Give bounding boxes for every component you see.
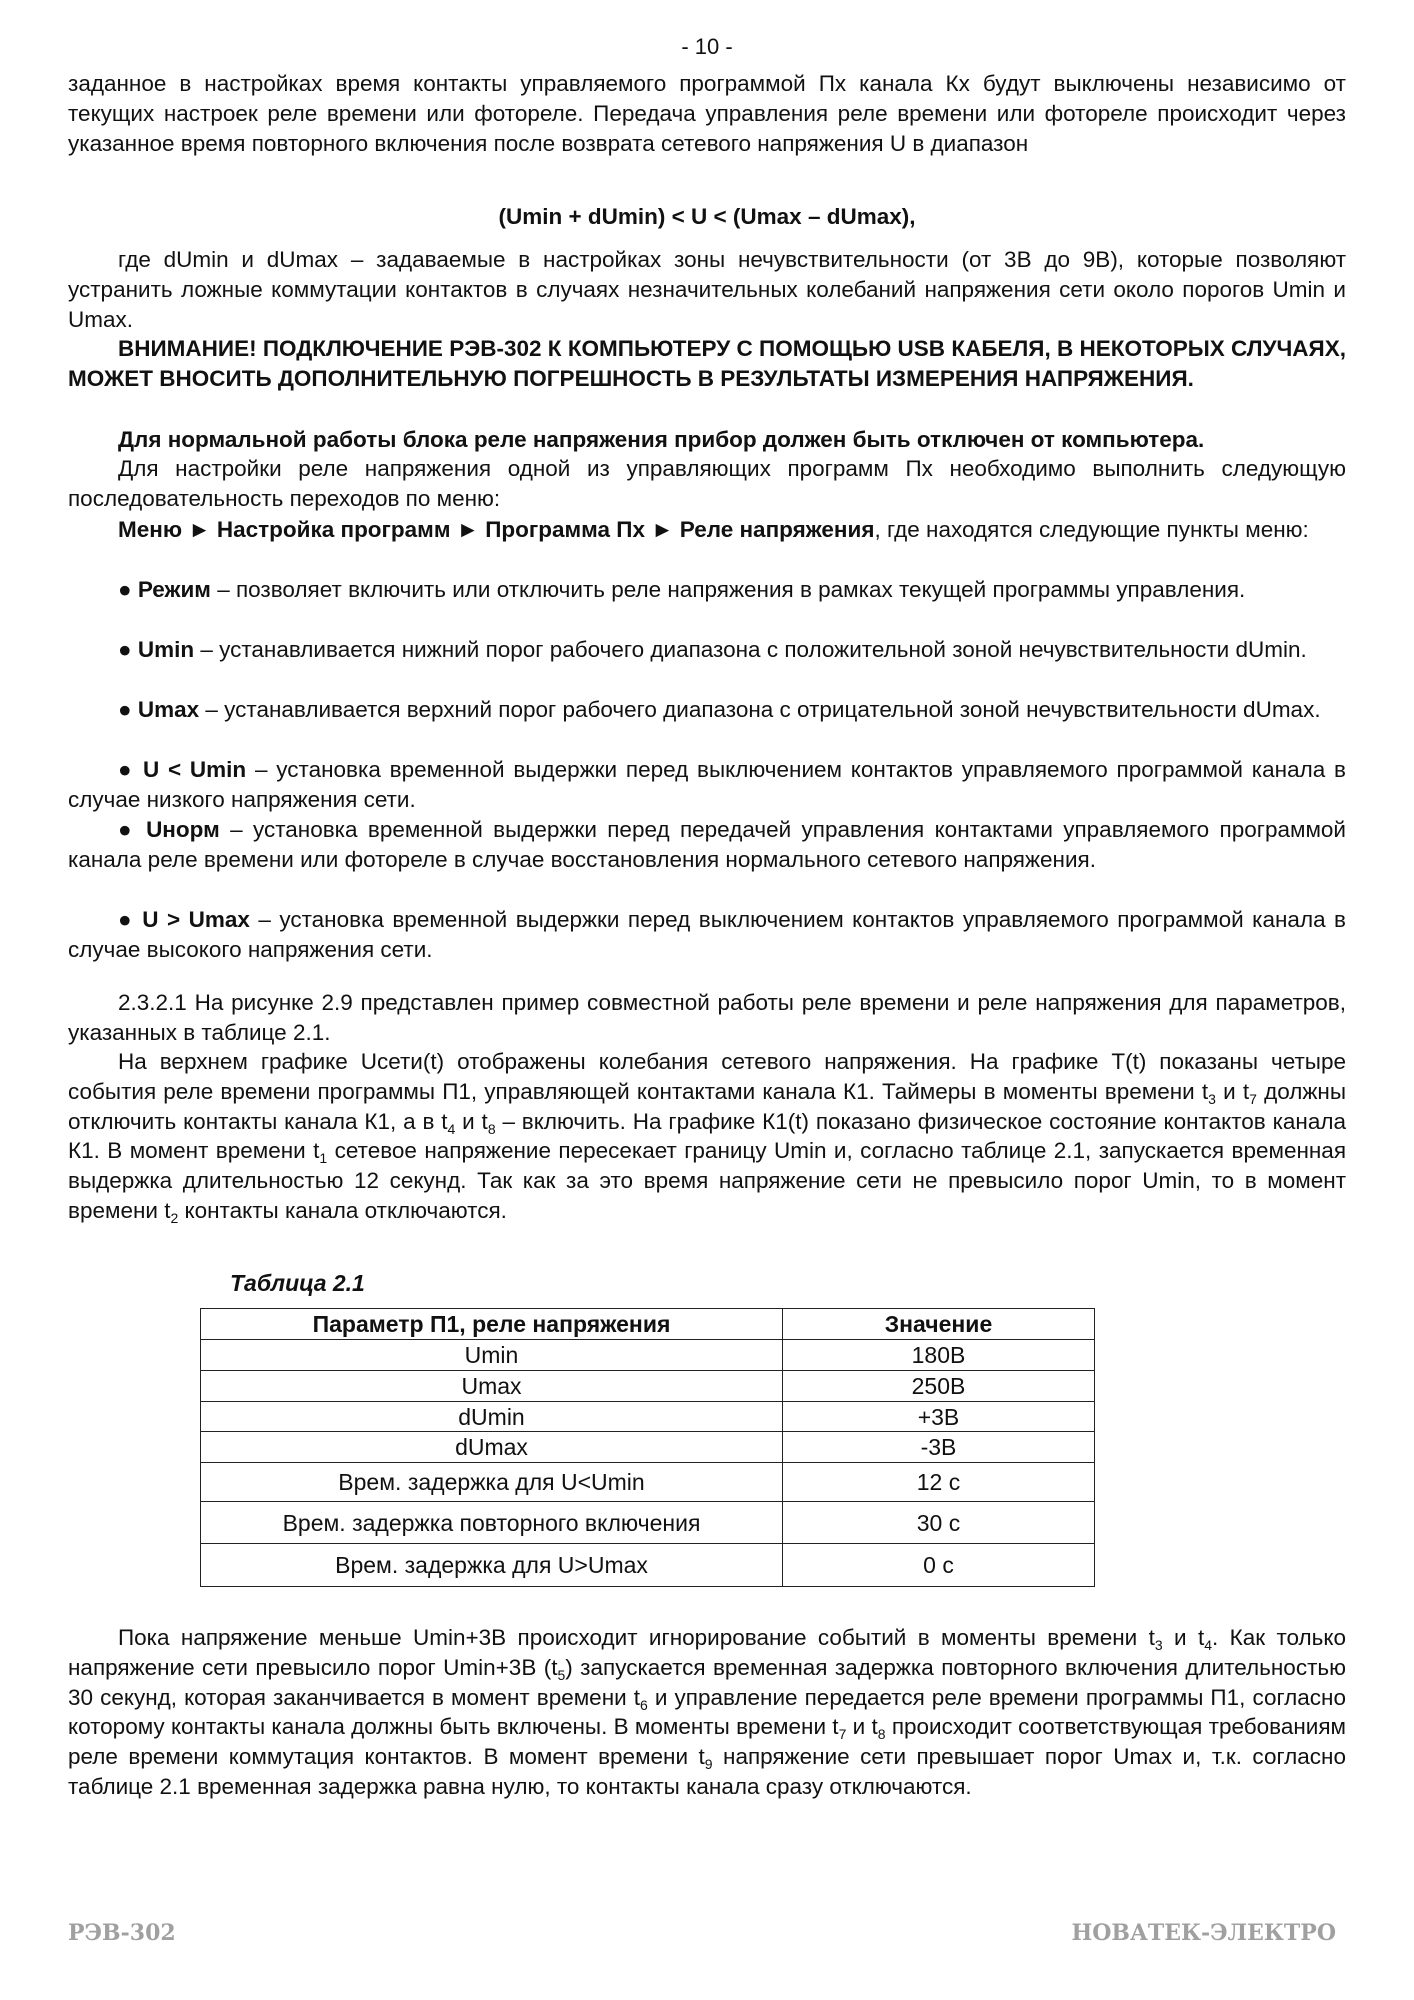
table-row	[201, 1463, 1095, 1502]
bold-text: Для нормальной работы блока реле напряжения прибор должен быть отключен от компьютера.	[118, 427, 1205, 452]
value-cell: +3В	[783, 1402, 1095, 1432]
note-text	[68, 425, 1346, 455]
text-run: – установка временной выдержки перед выключением контактов управляемого программой канала в случае высокого напряжения сети.	[68, 907, 1346, 962]
table-row	[201, 1371, 1095, 1402]
text-run: ●	[118, 817, 147, 842]
text-run: 2.3.2.1 На рисунке 2.9 представлен пример совместной работы реле времени и реле напряжения для параметров, указанных в таблице 2.1.	[68, 990, 1346, 1045]
bullet-item	[68, 905, 1346, 965]
text-run: – устанавливается нижний порог рабочего диапазона с положительной зоной нечувствительности dUmin.	[194, 637, 1307, 662]
text-run: ●	[118, 697, 138, 722]
text-run: Пока напряжение меньше Umin+3В происходит игнорирование событий в моменты времени t	[118, 1625, 1155, 1650]
parameter-cell: Врем. задержка для U>Umax	[201, 1544, 783, 1587]
footer-model: РЭВ-302	[68, 1920, 176, 1946]
menu-path	[68, 515, 1346, 545]
subscript: 5	[557, 1666, 566, 1683]
subscript: 2	[170, 1209, 179, 1226]
text-run: ●	[118, 757, 143, 782]
text-run: ) запускается временная задержка повторного включения длительностью 30 секунд, которая заканчивается в момент времени t	[68, 1654, 1346, 1710]
text-run: и t	[455, 1108, 488, 1134]
text-run: контакты канала отключаются.	[178, 1197, 507, 1223]
paragraph-setup	[68, 454, 1346, 514]
value-cell: 0 с	[783, 1544, 1095, 1587]
text-run: ●	[118, 637, 138, 662]
value-cell: 30 с	[783, 1502, 1095, 1544]
subscript: 1	[319, 1150, 328, 1167]
table-header-row	[201, 1309, 1095, 1340]
subscript: 3	[1154, 1637, 1163, 1653]
subscript: 9	[704, 1756, 713, 1773]
text-run: – позволяет включить или отключить реле напряжения в рамках текущей программы управления.	[210, 577, 1246, 602]
paragraph-section	[68, 988, 1346, 1048]
text-run: происходит соответствующая требованиям реле времени коммутация контактов. В момент времени t	[68, 1714, 1346, 1770]
bullet-item	[68, 575, 1346, 605]
parameter-cell: Umax	[201, 1371, 783, 1402]
subscript: 4	[1204, 1637, 1213, 1653]
formula: (Umin + dUmin) < U < (Umax – dUmax),	[498, 204, 916, 229]
bold-text: ВНИМАНИЕ! ПОДКЛЮЧЕНИЕ РЭВ-302 К КОМПЬЮТЕРУ С ПОМОЩЬЮ USB КАБЕЛЯ, В НЕКОТОРЫХ СЛУЧАЯХ, МОЖЕТ ВНОСИТЬ ДОПОЛНИТЕЛЬНУЮ ПОГРЕШНОСТЬ В РЕЗУЛЬТАТЫ ИЗМЕРЕНИЯ НАПРЯЖЕНИЯ.	[68, 336, 1346, 391]
bullet-item	[68, 635, 1346, 665]
text-run: напряжение сети превышает порог Umax и, т.к. согласно таблице 2.1 временная задержка равна нулю, то контакты канала сразу отключаются.	[68, 1744, 1346, 1799]
text-run: , где находятся следующие пункты меню:	[874, 517, 1309, 542]
text-run: ●	[118, 907, 143, 932]
subscript: 7	[1249, 1090, 1257, 1107]
text-run: На верхнем графике Uсети(t) отображены колебания сетевого напряжения. На графике T(t) показаны четыре события реле времени программы П1, управляющей контактами канала К1. Таймеры в моменты времени t	[68, 1049, 1346, 1104]
text-run: – устанавливается верхний порог рабочего диапазона с отрицательной зоной нечувствительности dUmax.	[199, 697, 1321, 722]
table-row	[201, 1340, 1095, 1371]
column-header: Значение	[783, 1309, 1095, 1340]
subscript: 3	[1208, 1090, 1216, 1107]
paragraph-intro	[68, 69, 1346, 158]
parameter-cell: Врем. задержка повторного включения	[201, 1502, 783, 1544]
parameter-cell: Врем. задержка для U<Umin	[201, 1463, 783, 1502]
text-run: и t	[1162, 1625, 1205, 1650]
paragraph-graphs	[68, 1047, 1346, 1226]
value-cell: 12 с	[783, 1463, 1095, 1502]
text-run: должны отключить контакты канала К1, а в t	[68, 1078, 1346, 1134]
parameters-table	[200, 1308, 1095, 1587]
subscript: 6	[640, 1696, 648, 1713]
bullet-item	[68, 815, 1346, 875]
table-row	[201, 1432, 1095, 1463]
bold-text: Umin	[137, 637, 195, 662]
bold-text: Uнорм	[146, 817, 220, 842]
bold-text: Umax	[137, 697, 200, 722]
subscript: 7	[838, 1726, 847, 1743]
bold-text: Меню ► Настройка программ ► Программа Пх ► Реле напряжения	[118, 517, 875, 542]
table-row	[201, 1402, 1095, 1432]
bullet-item	[68, 755, 1346, 815]
text-run: – установка временной выдержки перед выключением контактов управляемого программой канала в случае низкого напряжения сети.	[68, 757, 1346, 812]
text-run: ●	[118, 577, 138, 602]
page-number: - 10 -	[681, 34, 733, 59]
table-row	[201, 1502, 1095, 1544]
text-run: – установка временной выдержки перед передачей управления контактами управляемого программой канала реле времени или фотореле в случае восстановления нормального сетевого напряжения.	[68, 817, 1346, 872]
value-cell: 180В	[783, 1340, 1095, 1371]
bullet-item	[68, 695, 1346, 725]
parameter-cell: dUmin	[201, 1402, 783, 1432]
warning-text	[68, 334, 1346, 394]
value-cell: 250В	[783, 1371, 1095, 1402]
value-cell: -3В	[783, 1432, 1095, 1463]
text-run: и управление передается реле времени программы П1, согласно которому контакты канала должны быть включены. В моменты времени t	[68, 1684, 1346, 1740]
bold-text: U > Umax	[142, 907, 250, 932]
footer-brand: НОВАТЕК-ЭЛЕКТРО	[1071, 1920, 1336, 1946]
table-caption: Таблица 2.1	[230, 1270, 365, 1296]
subscript: 4	[447, 1120, 456, 1137]
subscript: 8	[877, 1726, 886, 1743]
text-run: и t	[846, 1714, 878, 1740]
column-header: Параметр П1, реле напряжения	[201, 1309, 783, 1340]
bold-text: Режим	[137, 577, 211, 602]
text-run: . Как только напряжение сети превысило порог Umin+3В (t	[68, 1625, 1346, 1680]
text-run: где dUmin и dUmax – задаваемые в настройках зоны нечувствительности (от 3В до 9В), которые позволяют устранить ложные коммутации контактов в случаях незначительных колебаний напряжения сети около порогов Umin и Umax.	[68, 247, 1346, 332]
parameter-cell: dUmax	[201, 1432, 783, 1463]
table-row	[201, 1544, 1095, 1587]
bold-text: U < Umin	[142, 757, 247, 782]
text-run: сетевое напряжение пересекает границу Umin и, согласно таблице 2.1, запускается временная выдержка длительностью 12 секунд. Так как за это время напряжение сети не превысило порог Umin, то в момент времени t	[68, 1138, 1346, 1223]
text-run: заданное в настройках время контакты управляемого программой Пх канала Кх будут выключены независимо от текущих настроек реле времени или фотореле. Передача управления реле времени или фотореле происходит через указанное время повторного включения после возврата сетевого напряжения U в диапазон	[68, 71, 1346, 156]
text-run: – включить. На графике К1(t) показано физическое состояние контактов канала К1. В момент времени t	[68, 1108, 1347, 1164]
text-run: и t	[1215, 1078, 1250, 1104]
subscript: 8	[487, 1120, 496, 1137]
parameter-cell: Umin	[201, 1340, 783, 1371]
paragraph-explanation	[68, 1623, 1346, 1802]
paragraph-deadband	[68, 245, 1346, 334]
text-run: Для настройки реле напряжения одной из управляющих программ Пх необходимо выполнить следующую последовательность переходов по меню:	[68, 456, 1346, 511]
